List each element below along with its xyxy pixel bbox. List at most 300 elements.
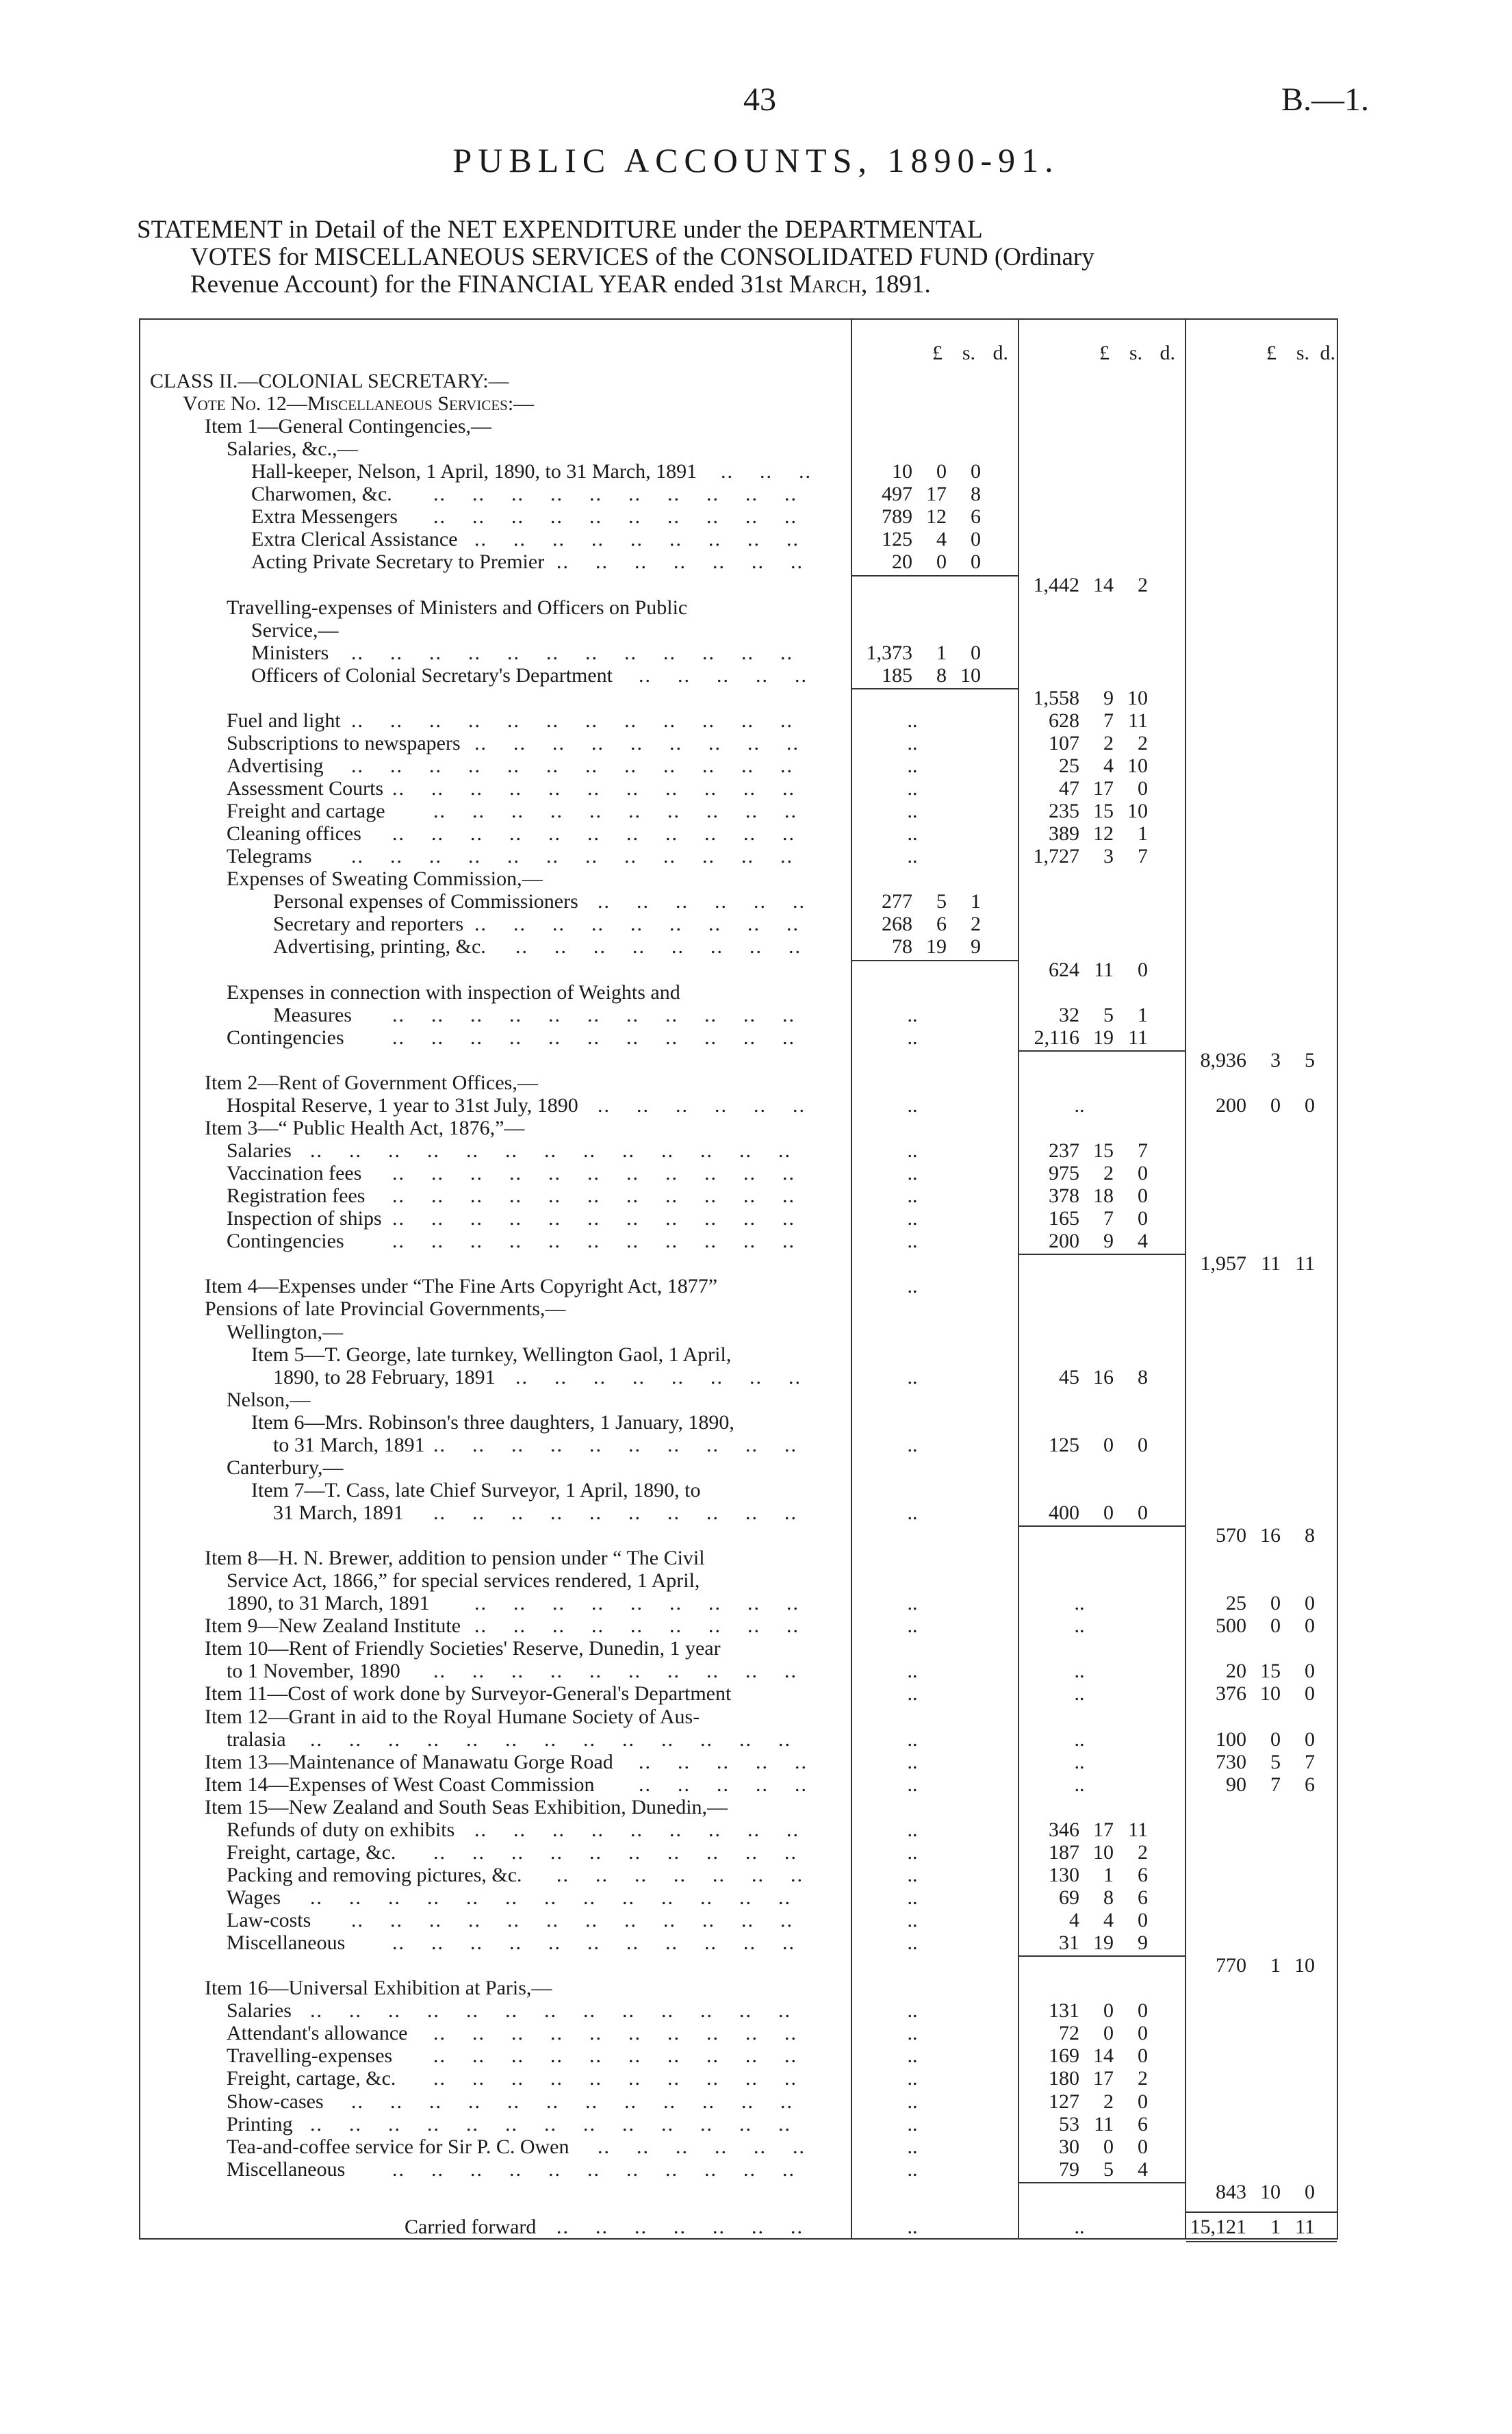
ditto-dots: .. <box>907 2044 918 2067</box>
shillings-value: 8 <box>936 664 947 687</box>
pence-value: 0 <box>1138 1162 1148 1184</box>
document-reference: B.—1. <box>1281 81 1369 118</box>
table-row <box>139 1728 1338 1751</box>
pounds-value: 268 <box>882 913 912 935</box>
row-description: to 1 November, 1890 <box>227 1660 400 1682</box>
pence-value: 5 <box>1305 1049 1315 1072</box>
row-description: CLASS II.—COLONIAL SECRETARY:— <box>150 370 509 392</box>
shillings-value: 0 <box>1103 1999 1114 2022</box>
table-row <box>139 1275 1338 1298</box>
pounds-value: 789 <box>882 505 912 528</box>
row-description: Secretary and reporters <box>273 913 464 935</box>
ditto-dots: .. <box>907 1094 918 1117</box>
row-description: Item 10—Rent of Friendly Societies' Reserve, Dunedin, 1 year <box>205 1637 721 1660</box>
shillings-value: 10 <box>1260 1682 1281 1705</box>
row-description: Telegrams <box>227 845 312 867</box>
shillings-value: 14 <box>1093 574 1114 596</box>
pounds-value: 624 <box>1049 959 1079 981</box>
ditto-dots: .. <box>907 755 918 777</box>
row-description: Freight, cartage, &c. <box>227 2067 396 2090</box>
table-row <box>139 664 1338 687</box>
row-description: Item 5—T. George, late turnkey, Wellington Gaol, 1 April, <box>251 1343 732 1366</box>
dot-leader: .. .. .. .. .. .. .. <box>556 1864 804 1886</box>
subtotal-row <box>139 687 1338 710</box>
row-description: Carried forward <box>405 2216 537 2238</box>
row-description: to 31 March, 1891 <box>273 1434 425 1456</box>
pence-value: 7 <box>1138 1139 1148 1162</box>
row-description: Expenses in connection with inspection of Weights and <box>227 981 680 1004</box>
pounds-header: £ <box>932 342 943 364</box>
shillings-value: 0 <box>1270 1614 1281 1637</box>
shillings-value: 10 <box>1260 2181 1281 2203</box>
shillings-value: 15 <box>1093 800 1114 822</box>
statement-heading <box>137 216 1342 299</box>
pounds-value: 4 <box>1069 1909 1079 1931</box>
dot-leader: .. .. .. .. .. .. .. .. .. .. .. <box>392 2158 795 2181</box>
table-row <box>139 1682 1338 1706</box>
pounds-value: 45 <box>1059 1366 1079 1389</box>
table-row <box>139 913 1338 936</box>
shillings-value: 4 <box>936 528 947 550</box>
shillings-value: 0 <box>1270 1728 1281 1751</box>
pounds-value: 180 <box>1049 2067 1079 2090</box>
dot-leader: .. .. .. .. .. .. .. .. .. .. .. <box>392 822 795 845</box>
row-description: Item 13—Maintenance of Manawatu Gorge Road <box>205 1751 613 1773</box>
pence-value: 0 <box>1138 2135 1148 2158</box>
table-row <box>139 777 1338 800</box>
pence-value: 1 <box>1138 1004 1148 1026</box>
pounds-value: 376 <box>1216 1682 1246 1705</box>
shillings-value: 0 <box>936 550 947 573</box>
pounds-value: 277 <box>882 890 912 913</box>
pounds-value: 165 <box>1049 1207 1079 1230</box>
pounds-value: 20 <box>1226 1660 1246 1682</box>
dot-leader: .. .. .. .. .. .. .. .. .. .. .. .. .. <box>310 1999 791 2022</box>
ditto-dots: .. <box>907 1909 918 1931</box>
pence-value: 0 <box>1305 1660 1315 1682</box>
ditto-dots: .. <box>907 2113 918 2135</box>
table-row <box>139 1909 1338 1932</box>
row-description: Attendant's allowance <box>227 2022 408 2044</box>
table-row <box>139 370 1338 393</box>
shillings-value: 10 <box>1093 1841 1114 1864</box>
row-description: Tea-and-coffee service for Sir P. C. Owen <box>227 2135 569 2158</box>
ditto-dots: .. <box>907 1751 918 1773</box>
pence-value: 0 <box>971 460 981 483</box>
pence-value: 0 <box>1305 1094 1315 1117</box>
pounds-value: 1,373 <box>866 642 912 664</box>
dot-leader: .. .. .. .. .. .. .. .. .. .. <box>433 1660 797 1682</box>
pounds-value: 25 <box>1059 755 1079 777</box>
shillings-value: 0 <box>1270 1592 1281 1614</box>
table-row <box>139 550 1338 574</box>
table-row <box>139 1977 1338 2000</box>
shillings-value: 0 <box>936 460 947 483</box>
table-row <box>139 1072 1338 1095</box>
pounds-value: 400 <box>1049 1501 1079 1524</box>
table-row <box>139 822 1338 846</box>
pence-value: 6 <box>1138 1886 1148 1909</box>
shillings-value: 7 <box>1103 1207 1114 1230</box>
row-description: Service,— <box>251 619 339 642</box>
pence-value: 0 <box>1138 959 1148 981</box>
table-row <box>139 732 1338 755</box>
dot-leader: .. .. .. .. .. .. .. .. .. .. <box>433 800 797 822</box>
shillings-value: 0 <box>1103 1501 1114 1524</box>
ditto-dots: .. <box>907 1886 918 1909</box>
table-row <box>139 619 1338 642</box>
table-row <box>139 1751 1338 1774</box>
shillings-header: s. <box>962 342 975 364</box>
table-row <box>139 483 1338 506</box>
ditto-dots: .. <box>1074 2216 1085 2238</box>
pence-value: 0 <box>1305 1592 1315 1614</box>
shillings-value: 7 <box>1103 709 1114 732</box>
pounds-value: 125 <box>882 528 912 550</box>
row-description: 1890, to 28 February, 1891 <box>273 1366 496 1389</box>
shillings-value: 5 <box>1103 2158 1114 2181</box>
ditto-dots: .. <box>907 1434 918 1456</box>
pence-value: 1 <box>971 890 981 913</box>
shillings-value: 0 <box>1103 2135 1114 2158</box>
pence-value: 6 <box>1138 1864 1148 1886</box>
pence-value: 1 <box>1138 822 1148 845</box>
dot-leader: .. .. .. .. .. .. .. <box>556 550 804 573</box>
statement-line: VOTES for MISCELLANEOUS SERVICES of the CONSOLIDATED FUND (Ordinary <box>190 243 1094 271</box>
shillings-value: 8 <box>1103 1886 1114 1909</box>
ditto-dots: .. <box>1074 1751 1085 1773</box>
table-row <box>139 1456 1338 1480</box>
subtotal-row <box>139 1524 1338 1547</box>
pounds-value: 389 <box>1049 822 1079 845</box>
row-description: Cleaning offices <box>227 822 361 845</box>
row-description: Item 15—New Zealand and South Seas Exhibition, Dunedin,— <box>205 1796 728 1818</box>
dot-leader: .. .. .. .. .. .. .. .. .. .. .. .. <box>351 642 793 664</box>
dot-leader: .. .. .. .. .. .. .. .. .. .. .. .. .. <box>310 1728 791 1751</box>
ditto-dots: .. <box>907 1773 918 1796</box>
ditto-dots: .. <box>907 1162 918 1184</box>
row-description: Item 16—Universal Exhibition at Paris,— <box>205 1977 552 1999</box>
table-row <box>139 2022 1338 2045</box>
ditto-dots: .. <box>1074 1094 1085 1117</box>
pounds-value: 843 <box>1216 2181 1246 2203</box>
pounds-value: 107 <box>1049 732 1079 755</box>
table-row <box>139 1479 1338 1502</box>
ditto-dots: .. <box>1074 1728 1085 1751</box>
pence-value: 2 <box>1138 1841 1148 1864</box>
dot-leader: .. .. .. .. .. .. .. .. .. .. .. <box>392 1004 795 1026</box>
ditto-dots: .. <box>907 1592 918 1614</box>
row-description: Registration fees <box>227 1184 366 1207</box>
table-row <box>139 1297 1338 1321</box>
shillings-value: 1 <box>1103 1864 1114 1886</box>
table-row <box>139 1366 1338 1389</box>
pounds-value: 69 <box>1059 1886 1079 1909</box>
pounds-value: 237 <box>1049 1139 1079 1162</box>
shillings-value: 11 <box>1094 2113 1114 2135</box>
pounds-value: 32 <box>1059 1004 1079 1026</box>
row-description: Inspection of ships <box>227 1207 382 1230</box>
dot-leader: .. .. .. .. .. .. .. .. .. <box>474 913 799 935</box>
table-row <box>139 438 1338 461</box>
table-row <box>139 1773 1338 1797</box>
row-description: Hall-keeper, Nelson, 1 April, 1890, to 31 March, 1891 <box>251 460 697 483</box>
shillings-value: 5 <box>1103 1004 1114 1026</box>
pounds-value: 25 <box>1226 1592 1246 1614</box>
row-description: Item 8—H. N. Brewer, addition to pension under “ The Civil <box>205 1547 705 1569</box>
row-description: tralasia <box>227 1728 286 1751</box>
dot-leader: .. .. .. .. .. .. .. .. .. .. <box>433 505 797 528</box>
dot-leader: .. .. .. .. .. <box>639 1751 808 1773</box>
shillings-value: 0 <box>1103 2022 1114 2044</box>
row-description: Measures <box>273 1004 352 1026</box>
table-row <box>139 2044 1338 2068</box>
row-description: 1890, to 31 March, 1891 <box>227 1592 430 1614</box>
row-description: Pensions of late Provincial Governments,— <box>205 1297 566 1320</box>
shillings-value: 12 <box>926 505 947 528</box>
shillings-value: 4 <box>1103 755 1114 777</box>
shillings-value: 16 <box>1093 1366 1114 1389</box>
row-description: Printing <box>227 2113 293 2135</box>
dot-leader: .. .. .. .. .. .. .. .. .. .. .. .. <box>351 845 793 867</box>
shillings-value: 5 <box>1270 1751 1281 1773</box>
table-row <box>139 1931 1338 1955</box>
ditto-dots: .. <box>907 1999 918 2022</box>
row-description: Item 12—Grant in aid to the Royal Humane Society of Aus- <box>205 1706 700 1728</box>
dot-leader: .. .. .. .. .. .. .. .. .. .. .. <box>392 1931 795 1954</box>
dot-leader: .. .. .. .. .. .. .. <box>556 2216 804 2238</box>
pounds-value: 8,936 <box>1200 1049 1246 1072</box>
row-description: Contingencies <box>227 1230 344 1252</box>
pence-value: 11 <box>1295 2216 1315 2238</box>
table-row <box>139 2158 1338 2181</box>
row-description: Salaries <box>227 1999 292 2022</box>
row-description: Advertising <box>227 755 324 777</box>
ditto-dots: .. <box>907 1501 918 1524</box>
dot-leader: .. .. .. .. .. .. .. .. .. .. .. <box>392 1184 795 1207</box>
table-row <box>139 800 1338 823</box>
subtotal-row <box>139 959 1338 982</box>
table-row <box>139 1796 1338 1819</box>
pounds-value: 53 <box>1059 2113 1079 2135</box>
row-description: Advertising, printing, &c. <box>273 935 486 958</box>
ditto-dots: .. <box>907 2067 918 2090</box>
pounds-value: 10 <box>892 460 912 483</box>
row-description: Item 9—New Zealand Institute <box>205 1614 461 1637</box>
ditto-dots: .. <box>907 2022 918 2044</box>
table-row <box>139 1706 1338 1729</box>
table-row <box>139 1637 1338 1660</box>
subtotal-row <box>139 574 1338 597</box>
dot-leader: .. .. .. .. .. .. .. .. .. .. .. .. <box>351 1909 793 1931</box>
statement-month: March <box>789 270 861 299</box>
row-description: Personal expenses of Commissioners <box>273 890 578 913</box>
pence-value: 2 <box>1138 574 1148 596</box>
ditto-dots: .. <box>907 1139 918 1162</box>
statement-text: Revenue Account) for the FINANCIAL YEAR ended 31st <box>190 270 789 299</box>
ditto-dots: .. <box>1074 1773 1085 1796</box>
table-row <box>139 505 1338 529</box>
dot-leader: .. .. .. .. .. .. .. .. .. <box>474 1592 799 1614</box>
table-row <box>139 1139 1338 1163</box>
pence-value: 0 <box>971 528 981 550</box>
pounds-value: 975 <box>1049 1162 1079 1184</box>
subtotal-row <box>139 1252 1338 1276</box>
table-row <box>139 1321 1338 1344</box>
table-row <box>139 709 1338 733</box>
table-row <box>139 1547 1338 1570</box>
row-description: Show-cases <box>227 2090 324 2113</box>
pence-value: 0 <box>1138 1999 1148 2022</box>
table-row <box>139 1117 1338 1140</box>
shillings-value: 17 <box>1093 777 1114 800</box>
shillings-value: 16 <box>1260 1524 1281 1547</box>
table-row <box>139 845 1338 868</box>
pounds-value: 20 <box>892 550 912 573</box>
pounds-value: 131 <box>1049 1999 1079 2022</box>
shillings-value: 19 <box>1093 1026 1114 1049</box>
ditto-dots: .. <box>907 1728 918 1751</box>
pence-value: 0 <box>1138 1207 1148 1230</box>
pence-value: 10 <box>1127 800 1148 822</box>
dot-leader: .. .. .. .. .. .. .. .. .. .. .. .. <box>351 2090 793 2113</box>
statement-line <box>137 271 1342 299</box>
shillings-value: 11 <box>1261 1252 1281 1275</box>
row-description: Assessment Courts <box>227 777 384 800</box>
pence-header: d. <box>1159 342 1175 364</box>
pounds-value: 497 <box>882 483 912 505</box>
ditto-dots: .. <box>907 1864 918 1886</box>
shillings-value: 18 <box>1093 1184 1114 1207</box>
pounds-value: 628 <box>1049 709 1079 732</box>
table-row <box>139 1864 1338 1887</box>
table-row <box>139 2135 1338 2159</box>
ditto-dots: .. <box>907 1366 918 1389</box>
table-row <box>139 1184 1338 1208</box>
table-row <box>139 1389 1338 1412</box>
table-row <box>139 981 1338 1004</box>
pence-value: 4 <box>1138 2158 1148 2181</box>
table-row <box>139 642 1338 665</box>
pence-value: 0 <box>1138 2022 1148 2044</box>
pence-value: 0 <box>1138 1909 1148 1931</box>
table-row <box>139 1434 1338 1457</box>
shillings-value: 5 <box>936 890 947 913</box>
row-description: Travelling-expenses of Ministers and Officers on Public <box>227 596 688 619</box>
dot-leader: .. .. .. .. .. .. .. .. .. .. <box>433 483 797 505</box>
dot-leader: .. .. .. .. .. .. .. .. .. <box>474 1614 799 1637</box>
row-description: Expenses of Sweating Commission,— <box>227 867 543 890</box>
shillings-value: 17 <box>1093 2067 1114 2090</box>
pence-value: 0 <box>1138 1501 1148 1524</box>
row-description: Acting Private Secretary to Premier <box>251 550 545 573</box>
table-row <box>139 890 1338 913</box>
table-row <box>139 1230 1338 1253</box>
total-rule <box>1186 2241 1337 2242</box>
ditto-dots: .. <box>907 2090 918 2113</box>
pence-value: 10 <box>1127 687 1148 709</box>
shillings-value: 3 <box>1103 845 1114 867</box>
table-row <box>139 2216 1338 2239</box>
pounds-value: 730 <box>1216 1751 1246 1773</box>
dot-leader: .. .. .. .. .. .. .. .. <box>515 1366 802 1389</box>
shillings-value: 17 <box>926 483 947 505</box>
table-row <box>139 392 1338 416</box>
shillings-value: 14 <box>1093 2044 1114 2067</box>
shillings-value: 0 <box>1103 1434 1114 1456</box>
row-description: Wellington,— <box>227 1321 344 1343</box>
ditto-dots: .. <box>907 2135 918 2158</box>
pounds-value: 200 <box>1049 1230 1079 1252</box>
dot-leader: .. .. .. .. .. .. .. .. .. .. .. .. <box>351 709 793 732</box>
row-description: Wages <box>227 1886 281 1909</box>
shillings-value: 0 <box>1270 1094 1281 1117</box>
shillings-value: 19 <box>926 935 947 958</box>
dot-leader: .. .. .. .. .. .. <box>598 890 806 913</box>
shillings-value: 11 <box>1094 959 1114 981</box>
subtotal-row <box>139 1049 1338 1072</box>
table-row <box>139 415 1338 438</box>
pence-value: 9 <box>971 935 981 958</box>
pence-header: d. <box>1320 342 1335 364</box>
ditto-dots: .. <box>907 777 918 800</box>
pounds-value: 125 <box>1049 1434 1079 1456</box>
table-row <box>139 1343 1338 1367</box>
ditto-dots: .. <box>907 1818 918 1841</box>
shillings-value: 1 <box>1270 2216 1281 2238</box>
ditto-dots: .. <box>907 1004 918 1026</box>
pence-value: 0 <box>1138 2044 1148 2067</box>
ditto-dots: .. <box>907 1207 918 1230</box>
pounds-value: 187 <box>1049 1841 1079 1864</box>
row-description: Item 7—T. Cass, late Chief Surveyor, 1 April, 1890, to <box>251 1479 701 1501</box>
row-description: Packing and removing pictures, &c. <box>227 1864 522 1886</box>
pence-value: 4 <box>1138 1230 1148 1252</box>
row-description: Vaccination fees <box>227 1162 362 1184</box>
shillings-value: 15 <box>1260 1660 1281 1682</box>
dot-leader: .. .. .. .. .. .. .. .. .. .. <box>433 2067 797 2090</box>
row-description: Salaries, &c.,— <box>227 438 358 460</box>
pounds-value: 78 <box>892 935 912 958</box>
pence-value: 2 <box>971 913 981 935</box>
ditto-dots: .. <box>1074 1592 1085 1614</box>
pounds-value: 79 <box>1059 2158 1079 2181</box>
pence-value: 11 <box>1128 1818 1148 1841</box>
row-description: Extra Clerical Assistance <box>251 528 458 550</box>
row-description: Item 4—Expenses under “The Fine Arts Copyright Act, 1877” <box>205 1275 718 1297</box>
table-row <box>139 1841 1338 1864</box>
table-row <box>139 1004 1338 1027</box>
pounds-header: £ <box>1099 342 1110 364</box>
ditto-dots: .. <box>907 845 918 867</box>
ditto-dots: .. <box>907 2216 918 2238</box>
row-description: Law-costs <box>227 1909 311 1931</box>
row-description: Extra Messengers <box>251 505 398 528</box>
pounds-value: 47 <box>1059 777 1079 800</box>
row-description: Travelling-expenses <box>227 2044 393 2067</box>
row-description: Item 11—Cost of work done by Surveyor-General's Department <box>205 1682 732 1705</box>
row-description: Canterbury,— <box>227 1456 344 1479</box>
dot-leader: .. .. .. .. .. .. .. .. .. <box>474 732 799 755</box>
page-title: PUBLIC ACCOUNTS, 1890-91. <box>452 141 1060 179</box>
pence-value: 6 <box>1305 1773 1315 1796</box>
dot-leader: .. .. .. .. .. .. .. .. .. .. .. <box>392 777 795 800</box>
table-row <box>139 1592 1338 1615</box>
pounds-value: 1,442 <box>1033 574 1079 596</box>
table-row <box>139 1501 1338 1525</box>
subtotal-row <box>139 2181 1338 2204</box>
shillings-header: s. <box>1296 342 1309 364</box>
